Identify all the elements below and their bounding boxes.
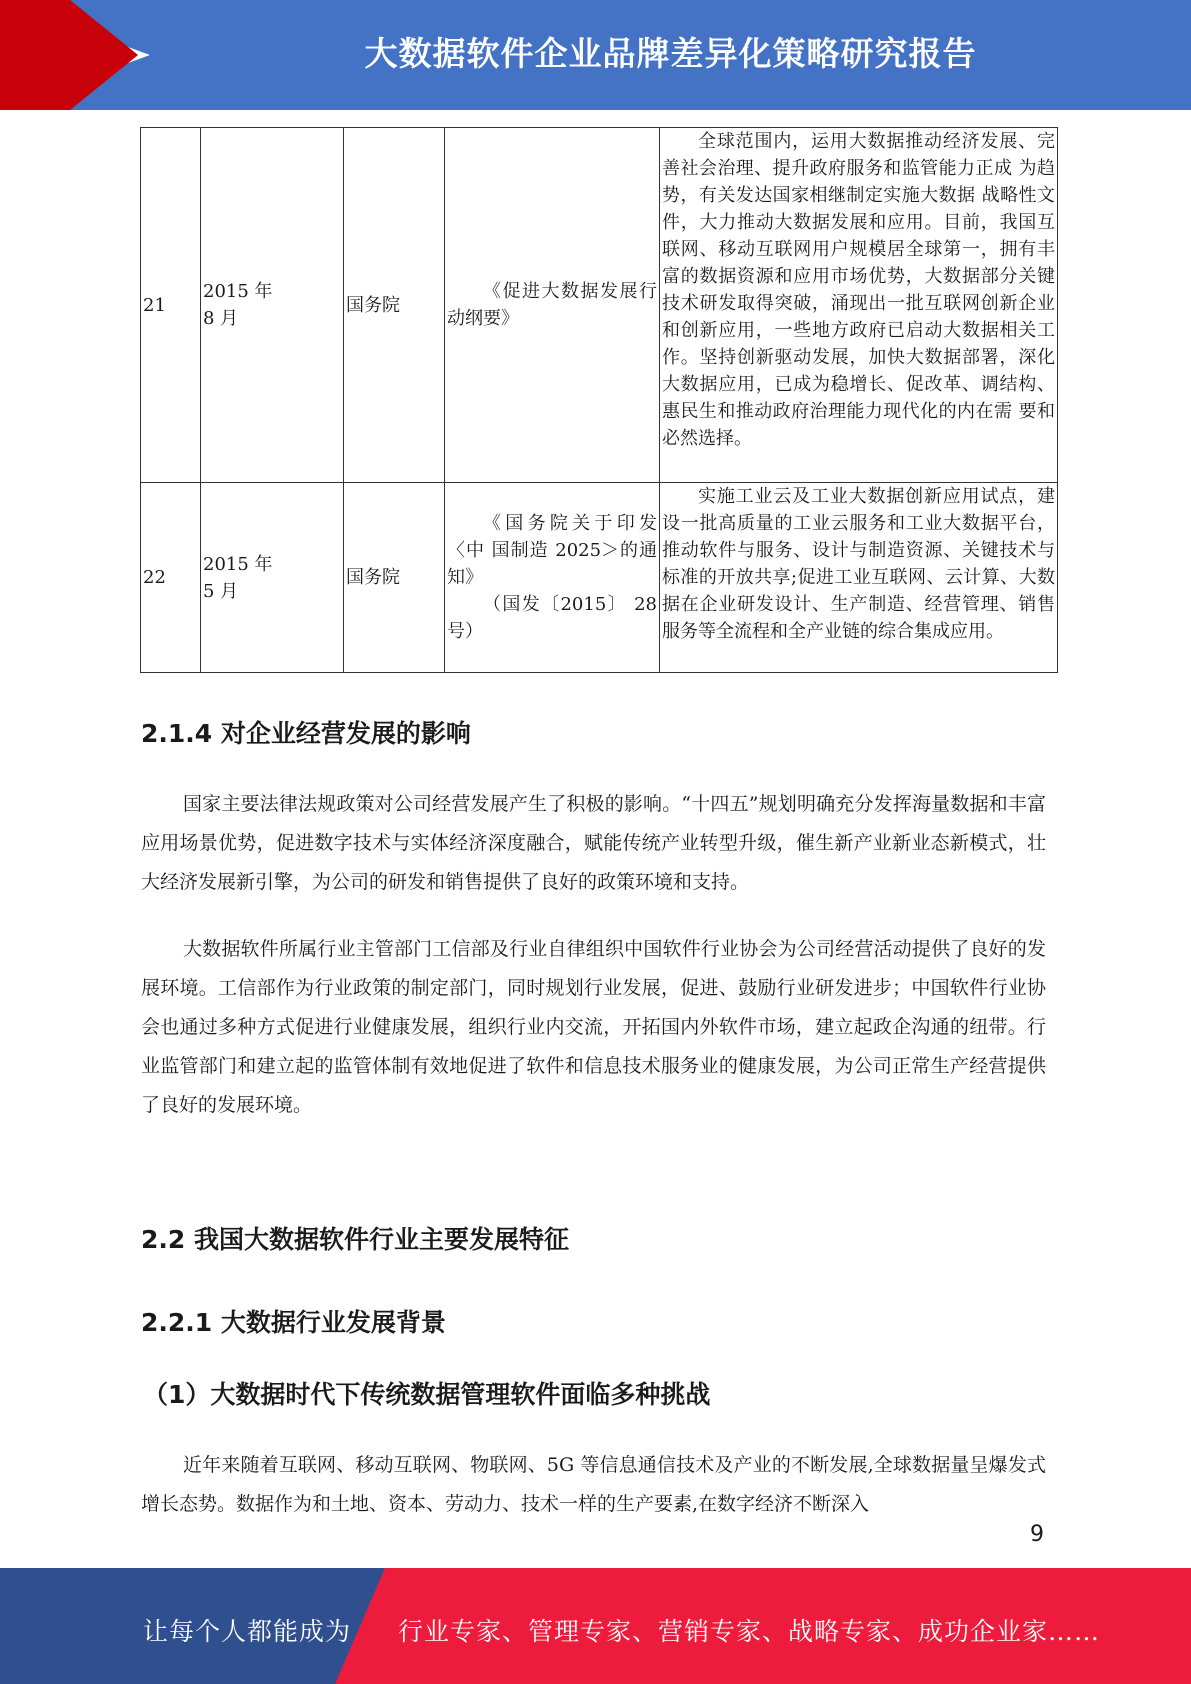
issuer: 国务院 [344, 483, 445, 673]
paragraph-industry-environment: 大数据软件所属行业主管部门工信部及行业自律组织中国软件行业协会为公司经营活动提供了良好的发展环境。工信部作为行业政策的制定部门，同时规划行业发展，促进、鼓励行业研发进步；中国软件行业协会也通过多种方式促进行业健康发展，组织行业内交流，开拓国内外软件市场，建立起政企沟通的纽带。行业监管部门和建立起的监管体制有效地促进了软件和信息技术服务业的健康发展，为公司正常生产经营提供了良好的发展环境。 [141, 938, 1046, 1116]
row-number: 22 [141, 483, 201, 673]
issue-date-month: 8 月 [203, 308, 239, 329]
footer-slogan-right: 行业专家、管理专家、营销专家、战略专家、成功企业家…… [398, 1617, 1101, 1646]
policy-content-text: 实施工业云及工业大数据创新应用试点，建 设一批高质量的工业云服务和工业大数据平台，推动软件与服务、设计与制造资源、关键技术与标准的开放共享;促进工业互联网、云计算、大数据在企业研发设计、生产制造、经营管理、销售服务等全流程和全产业链的综合集成应用。 [662, 486, 1055, 642]
issue-date-year: 2015 年 [203, 281, 273, 302]
document-name [445, 483, 660, 673]
table-row [141, 128, 1058, 483]
issuer: 国务院 [344, 128, 445, 483]
footer-banner [0, 1568, 1191, 1684]
issue-date-month: 5 月 [203, 580, 239, 602]
document-name [445, 128, 660, 483]
subsection-heading-1: （1）大数据时代下传统数据管理软件面临多种挑战 [143, 1380, 711, 1409]
document-number-line: （国发〔2015〕 28 号） [447, 594, 657, 642]
section-heading-2-1-4: 2.1.4 对企业经营发展的影响 [141, 719, 471, 748]
issue-date-year: 2015 年 [203, 553, 273, 575]
issue-date [201, 483, 344, 673]
section-heading-2-2-1: 2.2.1 大数据行业发展背景 [141, 1308, 446, 1337]
document-title: 大数据软件企业品牌差异化策略研究报告 [364, 34, 977, 73]
paragraph-data-growth: 近年来随着互联网、移动互联网、物联网、5G 等信息通信技术及产业的不断发展,全球数据量呈爆发式增长态势。数据作为和土地、资本、劳动力、技术一样的生产要素,在数字经济不断深入 [141, 1454, 1046, 1515]
policy-content-text: 全球范围内，运用大数据推动经济发展、完 善社会治理、提升政府服务和监管能力正成 为趋势，有关发达国家相继制定实施大数据 战略性文件，大力推动大数据发展和应用。目前，我国互联网、移动互联网用户规模居全球第一，拥有丰富的数据资源和应用市场优势，大数据部分关键技术研发取得突破，涌现出一批互联网创新企业和创新应用，一些地方政府已启动大数据相关工作。坚持创新驱动发展，加快大数据部署，深化大数据应用，已成为稳增长、促改革、调结构、惠民生和推动政府治理能力现代化的内在需 要和必然选择。 [662, 131, 1055, 449]
page-number: 9 [1030, 1522, 1044, 1547]
issue-date [201, 128, 344, 483]
policy-content [660, 483, 1058, 673]
document-name-line: 《促进大数据发展行 动纲要》 [447, 281, 657, 329]
footer-slogan-left: 让每个人都能成为 [143, 1617, 352, 1646]
policy-content [660, 128, 1058, 483]
header-red-block [0, 0, 70, 110]
header-banner [0, 0, 1191, 110]
header-red-arrow [70, 0, 138, 110]
document-name-line: 《国务院关于印发〈中 国制造 2025＞的通知》 [447, 513, 657, 588]
table-row [141, 483, 1058, 673]
paragraph-policy-impact: 国家主要法律法规政策对公司经营发展产生了积极的影响。“十四五”规划明确充分发挥海量数据和丰富应用场景优势，促进数字技术与实体经济深度融合，赋能传统产业转型升级，催生新产业新业态新模式，壮大经济发展新引擎，为公司的研发和销售提供了良好的政策环境和支持。 [141, 793, 1046, 893]
policy-table [140, 127, 1058, 673]
section-heading-2-2: 2.2 我国大数据软件行业主要发展特征 [141, 1225, 569, 1254]
row-number: 21 [141, 128, 201, 483]
